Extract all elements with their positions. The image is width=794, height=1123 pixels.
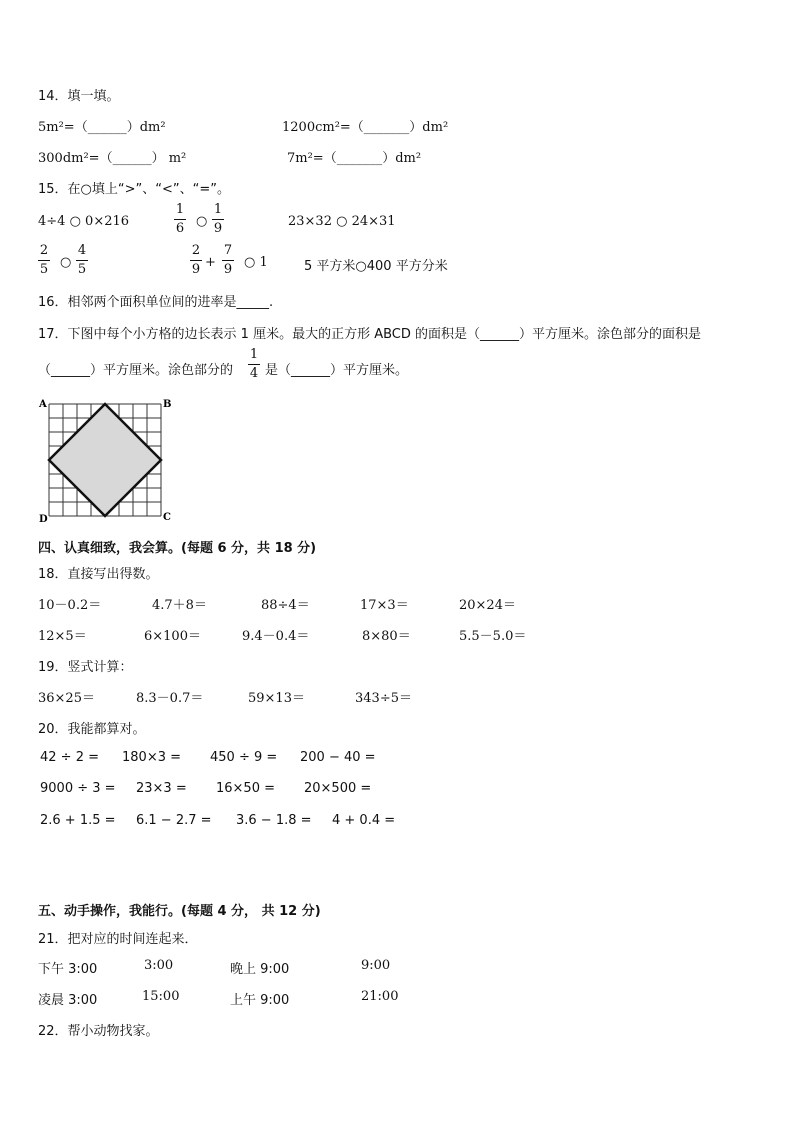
q17-line-1: 17．下图中每个小方格的边长表示 1 厘米。最大的正方形 ABCD 的面积是（______）平方厘米。涂色部分的面积是 (38, 327, 702, 342)
q14-item-2: 1200cm²=（_______）dm² (282, 120, 449, 135)
section-5-title: 五、动手操作，我能行。(每题 4 分， 共 12 分) (38, 904, 321, 919)
q15-compare-5-tail: ○ 1 (244, 255, 268, 270)
q14-item-3: 300dm²=（______） m² (38, 151, 187, 166)
q20-r2-c4: 20×500 = (304, 781, 372, 796)
q21-r2-c1: 凌晨 3:00 (38, 993, 98, 1008)
fraction-1-6: 1 6 (175, 202, 185, 236)
plus-sign: + (205, 255, 216, 270)
q15-title: 15．在○填上“>”、“<”、“=”。 (38, 182, 230, 197)
q19-c1: 36×25＝ (38, 691, 95, 706)
q21-r2-c3: 上午 9:00 (230, 993, 290, 1008)
q20-r1-c2: 180×3 = (122, 750, 182, 765)
q15-compare-6: 5 平方米○400 平方分米 (304, 259, 448, 274)
q14-item-4: 7m²=（_______）dm² (287, 151, 422, 166)
fraction-4-5: 4 5 (77, 243, 87, 277)
section-4-title: 四、认真细致，我会算。(每题 6 分，共 18 分) (38, 541, 317, 556)
q20-title: 20．我能都算对。 (38, 722, 146, 737)
q18-r1-c2: 4.7＋8＝ (152, 598, 207, 613)
q21-r1-c3: 晚上 9:00 (230, 962, 290, 977)
q18-r1-c3: 88÷4＝ (261, 598, 310, 613)
q18-r2-c3: 9.4－0.4＝ (242, 629, 310, 644)
compare-circle: ○ (60, 255, 72, 270)
fraction-2-5: 2 5 (39, 243, 49, 277)
q17-line-2a: （______）平方厘米。涂色部分的 (38, 363, 234, 378)
q15-compare-1: 4÷4 ○ 0×216 (38, 214, 130, 229)
q21-r2-c4: 21:00 (361, 989, 399, 1004)
q19-c3: 59×13＝ (248, 691, 305, 706)
q20-r1-c1: 42 ÷ 2 = (40, 750, 99, 765)
q18-r2-c4: 8×80＝ (362, 629, 411, 644)
compare-circle: ○ (196, 214, 208, 229)
q20-r3-c2: 6.1 − 2.7 = (136, 813, 212, 828)
q17-line-2b: 是（______）平方厘米。 (265, 363, 409, 378)
shaded-inner-square (49, 404, 161, 516)
q20-r1-c4: 200 − 40 = (300, 750, 376, 765)
q15-compare-3: 23×32 ○ 24×31 (288, 214, 396, 229)
q20-r2-c3: 16×50 = (216, 781, 276, 796)
q20-r3-c3: 3.6 − 1.8 = (236, 813, 312, 828)
q21-r2-c2: 15:00 (142, 989, 180, 1004)
fraction-1-4: 1 4 (249, 347, 259, 381)
q21-title: 21．把对应的时间连起来． (38, 932, 198, 947)
q21-r1-c2: 3:00 (144, 958, 174, 973)
fraction-2-9: 2 9 (191, 243, 201, 277)
label-A: A (39, 399, 47, 410)
q21-r1-c1: 下午 3:00 (38, 962, 98, 977)
q18-r2-c1: 12×5＝ (38, 629, 87, 644)
q20-r3-c1: 2.6 + 1.5 = (40, 813, 116, 828)
q18-r1-c4: 17×3＝ (360, 598, 409, 613)
q19-title: 19．竖式计算： (38, 660, 133, 675)
q16-text: 16．相邻两个面积单位间的进率是_____. (38, 295, 274, 310)
fraction-7-9: 7 9 (223, 243, 233, 277)
label-D: D (39, 514, 48, 524)
q22-title: 22．帮小动物找家。 (38, 1024, 159, 1039)
q20-r2-c1: 9000 ÷ 3 = (40, 781, 116, 796)
q18-title: 18．直接写出得数。 (38, 567, 159, 582)
q18-r2-c5: 5.5－5.0＝ (459, 629, 527, 644)
fraction-1-9: 1 9 (213, 202, 223, 236)
grid-square-figure (36, 396, 176, 524)
q20-r1-c3: 450 ÷ 9 = (210, 750, 278, 765)
label-B: B (163, 399, 172, 410)
label-C: C (163, 512, 171, 523)
q19-c4: 343÷5＝ (355, 691, 412, 706)
q20-r2-c2: 23×3 = (136, 781, 187, 796)
q20-r3-c4: 4 + 0.4 = (332, 813, 396, 828)
q19-c2: 8.3－0.7＝ (136, 691, 204, 706)
q18-r2-c2: 6×100＝ (144, 629, 201, 644)
q14-title: 14．填一填。 (38, 89, 120, 104)
q18-r1-c1: 10－0.2＝ (38, 598, 102, 613)
q18-r1-c5: 20×24＝ (459, 598, 516, 613)
q21-r1-c4: 9:00 (361, 958, 391, 973)
q14-item-1: 5m²=（______）dm² (38, 120, 166, 135)
